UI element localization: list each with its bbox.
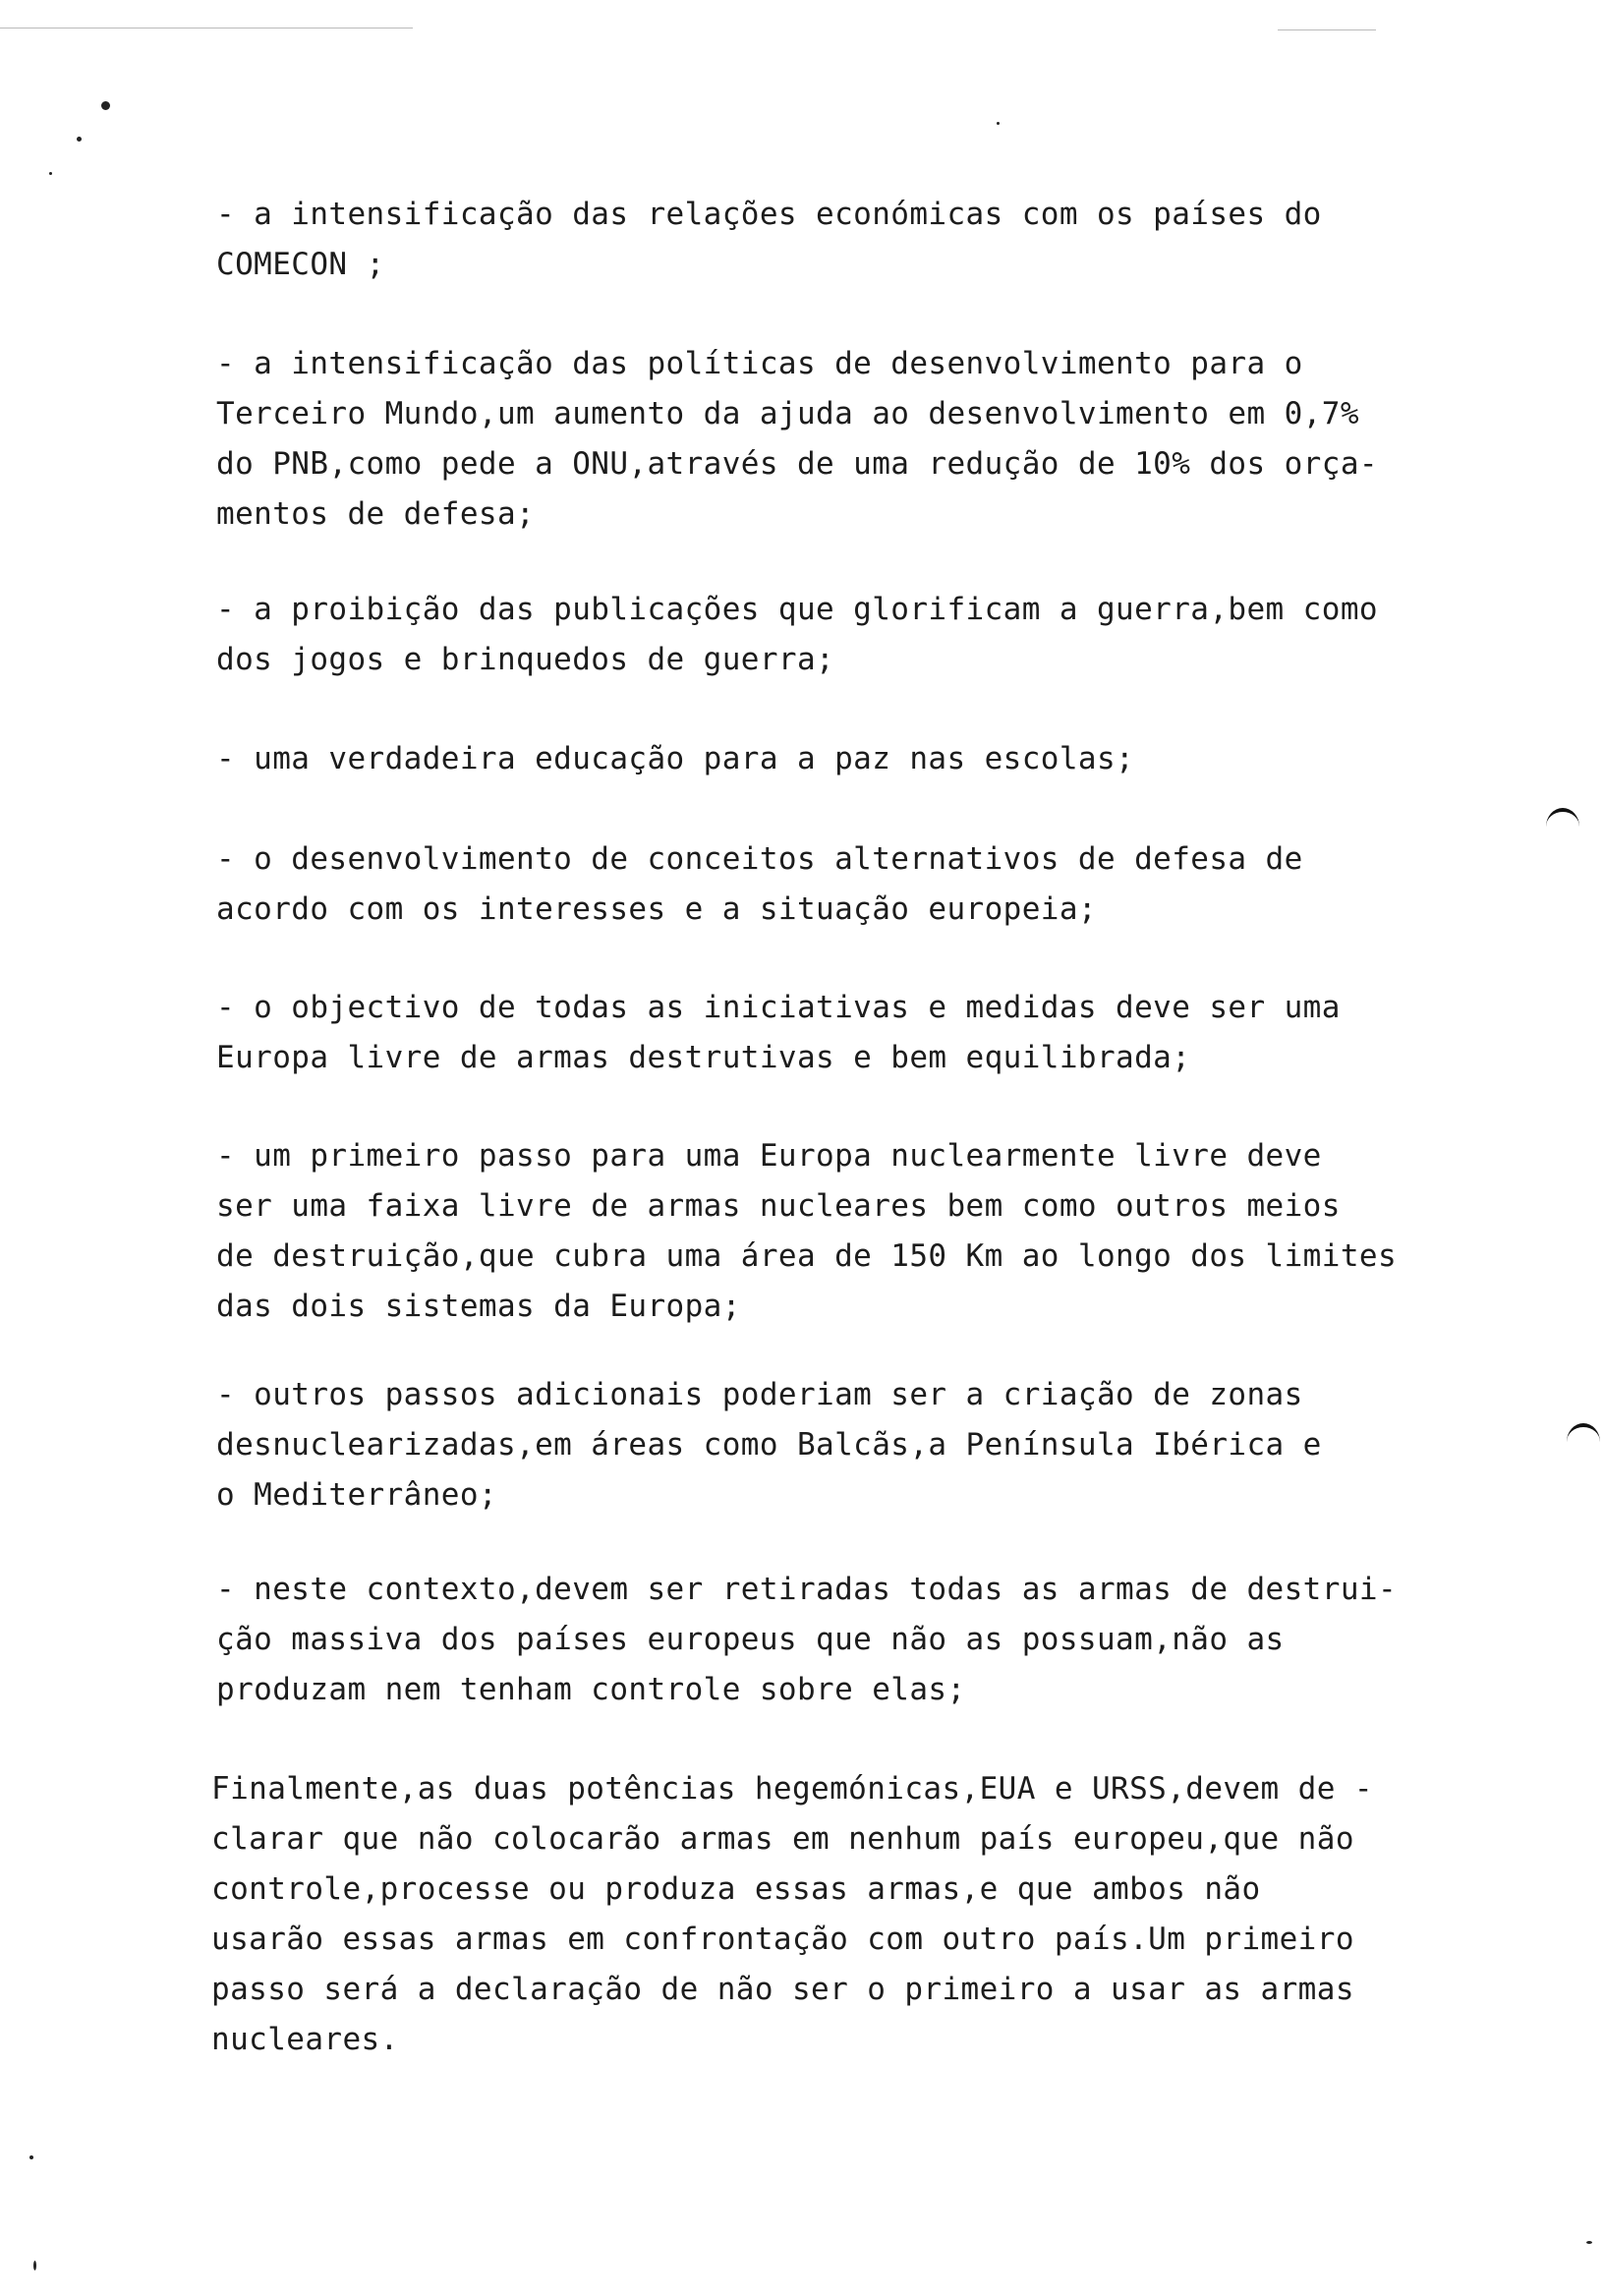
- text-line: Terceiro Mundo,um aumento da ajuda ao desenvolvimento em 0,7%: [216, 396, 1359, 431]
- top-scan-line: [0, 28, 413, 29]
- text-line: - outros passos adicionais poderiam ser a criação de zonas: [216, 1377, 1303, 1412]
- paragraph-objective: [216, 983, 1514, 1083]
- paragraph-defense-concepts: [216, 834, 1514, 935]
- text-line: - a intensificação das relações económicas com os países do: [216, 197, 1322, 232]
- top-right-scan-line: [1278, 29, 1376, 30]
- paragraph-withdraw-weapons: [216, 1565, 1514, 1715]
- text-line: acordo com os interesses e a situação europeia;: [216, 891, 1097, 927]
- text-line: - a intensificação das políticas de desenvolvimento para o: [216, 346, 1303, 381]
- paragraph-war-publications: [216, 585, 1514, 685]
- binder-hole-mark: [1546, 808, 1579, 845]
- text-line: do PNB,como pede a ONU,através de uma redução de 10% dos orça-: [216, 446, 1378, 482]
- text-line: COMECON ;: [216, 247, 385, 282]
- ink-speck: [997, 122, 1000, 125]
- text-line: ser uma faixa livre de armas nucleares bem como outros meios: [216, 1188, 1341, 1224]
- text-line: desnuclearizadas,em áreas como Balcãs,a Península Ibérica e: [216, 1427, 1322, 1463]
- text-line: - a proibição das publicações que glorificam a guerra,bem como: [216, 592, 1378, 627]
- text-line: - o desenvolvimento de conceitos alternativos de defesa de: [216, 841, 1303, 877]
- ink-speck: [1586, 2241, 1592, 2244]
- ink-speck: [49, 172, 52, 175]
- text-line: - neste contexto,devem ser retiradas todas as armas de destrui-: [216, 1572, 1398, 1607]
- paragraph-nuclear-free-zone: [216, 1131, 1514, 1332]
- text-line: - o objectivo de todas as iniciativas e medidas deve ser uma: [216, 990, 1341, 1025]
- text-line: das dois sistemas da Europa;: [216, 1289, 741, 1324]
- text-line: clarar que não colocarão armas em nenhum país europeu,que não: [211, 1821, 1354, 1857]
- text-line: Europa livre de armas destrutivas e bem equilibrada;: [216, 1040, 1191, 1075]
- ink-speck: [101, 101, 110, 110]
- binder-hole-mark: [1567, 1423, 1600, 1461]
- text-line: passo será a declaração de não ser o primeiro a usar as armas: [211, 1972, 1354, 2007]
- text-line: dos jogos e brinquedos de guerra;: [216, 642, 835, 677]
- text-line: usarão essas armas em confrontação com outro país.Um primeiro: [211, 1922, 1354, 1957]
- paragraph-third-world: [216, 339, 1514, 540]
- text-line: Finalmente,as duas potências hegemónicas,EUA e URSS,devem de -: [211, 1771, 1373, 1807]
- text-line: controle,processe ou produza essas armas,e que ambos não: [211, 1871, 1261, 1907]
- paragraph-comecon: [216, 190, 1514, 290]
- text-line: de destruição,que cubra uma área de 150 Km ao longo dos limites: [216, 1238, 1398, 1274]
- ink-speck: [29, 2155, 33, 2159]
- text-line: produzam nem tenham controle sobre elas;: [216, 1672, 966, 1707]
- ink-speck: [33, 2261, 36, 2270]
- text-line: o Mediterrâneo;: [216, 1477, 497, 1513]
- text-line: ção massiva dos países europeus que não as possuam,não as: [216, 1622, 1285, 1657]
- text-line: mentos de defesa;: [216, 496, 536, 532]
- ink-speck: [77, 137, 82, 142]
- paragraph-conclusion: [211, 1764, 1509, 2065]
- text-line: nucleares.: [211, 2022, 399, 2057]
- paragraph-denuclearized-zones: [216, 1370, 1514, 1521]
- text-line: - um primeiro passo para uma Europa nuclearmente livre deve: [216, 1138, 1322, 1174]
- text-line: - uma verdadeira educação para a paz nas escolas;: [216, 741, 1135, 776]
- paragraph-peace-education: [216, 734, 1514, 784]
